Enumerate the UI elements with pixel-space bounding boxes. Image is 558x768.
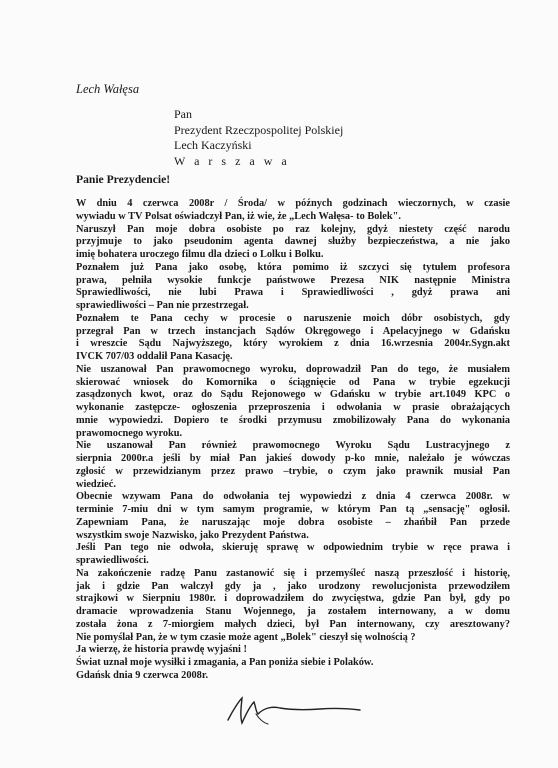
body-line: Zapewniam Pana, że naruszając moje dobra osobiste – zhańbił Pan przede — [76, 516, 510, 528]
body-line: Ja wierzę, że historia prawdę wyjaśni ! — [76, 644, 247, 656]
body-line: mnie wypowiedzi. Dopiero te środki przymusu zmobilizowały Pana do wykonania — [76, 414, 510, 426]
body-line: wszystkim swoje Nazwisko, jako Prezydent Państwa. — [76, 529, 309, 541]
body-line: Poznałem już Pana jako osobę, która pomimo iż szczyci się tytułem profesora — [76, 261, 510, 273]
body-line: Na zakończenie radzę Panu zastanowić się i przemyśleć naszą przeszłość i historię, — [76, 567, 510, 579]
body-line: wykonanie zastępcze- ogłoszenia przeproszenia i odwołania w prasie obrażających — [76, 402, 510, 413]
body-line: Gdańsk dnia 9 czerwca 2008r. — [76, 669, 209, 681]
handwritten-signature — [220, 690, 370, 730]
body-line: zasądzonych kwot, oraz do Sądu Rejonowego w Gdańsku w trybie art.1049 KPC o — [76, 389, 510, 401]
body-line: wiedzieć. — [76, 478, 116, 490]
body-line: imię bohatera uroczego filmu dla dzieci o Lolku i Bolku. — [76, 249, 324, 260]
body-line: przyjmuje to jako pseudonim agenta dawnej służby bezpieczeństwa, a nie jako — [76, 236, 510, 248]
body-line: Naruszył Pan moje dobra osobiste po raz kolejny, gdyż niestety część narodu — [76, 223, 510, 235]
body-line: skierować wniosek do Komornika o ściągnięcie od Pana w trybie egzekucji — [76, 376, 510, 388]
body-line: sprawiedliwości. — [76, 555, 149, 566]
recipient-line-1: Pan — [174, 107, 192, 121]
body-line: wywiadu w TV Polsat oświadczył Pan, iż wie, że „Lech Wałęsa- to Bolek". — [76, 210, 401, 222]
body-line: Jeśli Pan tego nie odwoła, skieruję sprawę w odpowiednim trybie w ręce prawa i — [76, 542, 510, 554]
body-line: dramacie wprowadzenia Stanu Wojennego, ja zostałem internowany, a w domu — [76, 606, 510, 617]
recipient-line-2: Prezydent Rzeczpospolitej Polskiej — [174, 122, 344, 137]
body-line: została żona z 7-miorgiem małych dzieci, był Pan internowany, czy aresztowany? — [76, 618, 510, 630]
body-line: sprawiedliwości – Pan nie przestrzegał. — [76, 300, 249, 311]
salutation: Panie Prezydencie! — [76, 173, 171, 186]
sender-name: Lech Wałęsa — [76, 82, 140, 96]
body-line: i wreszcie Sądu Najwyższego, który wyrokiem z dnia 16.wrzesnia 2004r.Sygn.akt — [76, 338, 510, 350]
recipient-line-3: Lech Kaczyński — [174, 138, 252, 152]
body-line: W dniu 4 czerwca 2008r / Środa/ w późnych godzinach wieczornych, w czasie — [76, 198, 510, 209]
body-line: strajkowi w Sierpniu 1980r. i doprowadziłem do zwycięstwa, gdzie Pan był, gdy po — [76, 593, 510, 605]
body-line: Nie uszanował Pan również prawomocnego Wyroku Sądu Lustracyjnego z — [76, 440, 510, 452]
recipient-address — [174, 107, 343, 169]
body-line: Nie pomyślał Pan, że w tym czasie może agent „Bolek" cieszył się wolnością ? — [76, 631, 416, 643]
body-line: terminie 7-miu dni w tym samym programie, w którym Pan tą „sensację" ogłosił. — [76, 504, 510, 515]
body-line: Nie uszanował Pan prawomocnego wyroku, doprowadził Pan do tego, że musiałem — [76, 363, 510, 375]
body-line: przegrał Pan w trzech instancjach Sądów Okręgowego i Apelacyjnego w Gdańsku — [76, 325, 510, 337]
body-line: IVCK 707/03 oddalił Pana Kasację. — [76, 351, 233, 362]
letter-body — [76, 198, 510, 683]
body-line: Świat uznał moje wysiłki i zmagania, a Pan poniża siebie i Polaków. — [76, 657, 374, 668]
body-line: Poznałem te Pana cechy w procesie o naruszenie moich dóbr osobistych, gdy — [76, 312, 510, 324]
recipient-city: W a r s z a w a — [174, 153, 290, 168]
body-line: sierpnia 2000r.a jeśli by miał Pan jakieś dowody p-ko mnie, należało je wówczas — [76, 453, 510, 464]
body-line: prawomocnego wyroku. — [76, 427, 183, 439]
body-line: prawa, pełniła wysokie funkcje państwowe Prezesa NIK następnie Ministra — [76, 274, 510, 286]
body-line: Obecnie wzywam Pana do odwołania tej wypowiedzi z dnia 4 czerwca 2008r. w — [76, 491, 510, 503]
body-line: jak i gdzie Pan walczył gdy ja , jako urodzony rewolucjonista przewodziłem — [76, 580, 510, 592]
body-line: zgłosić w przewidzianym przez prawo –trybie, o czym jako prawnik musiał Pan — [76, 465, 510, 477]
body-line: Sprawiedliwości, nie lubi Prawa i Sprawiedliwości , gdyż prawa ani — [76, 287, 510, 299]
